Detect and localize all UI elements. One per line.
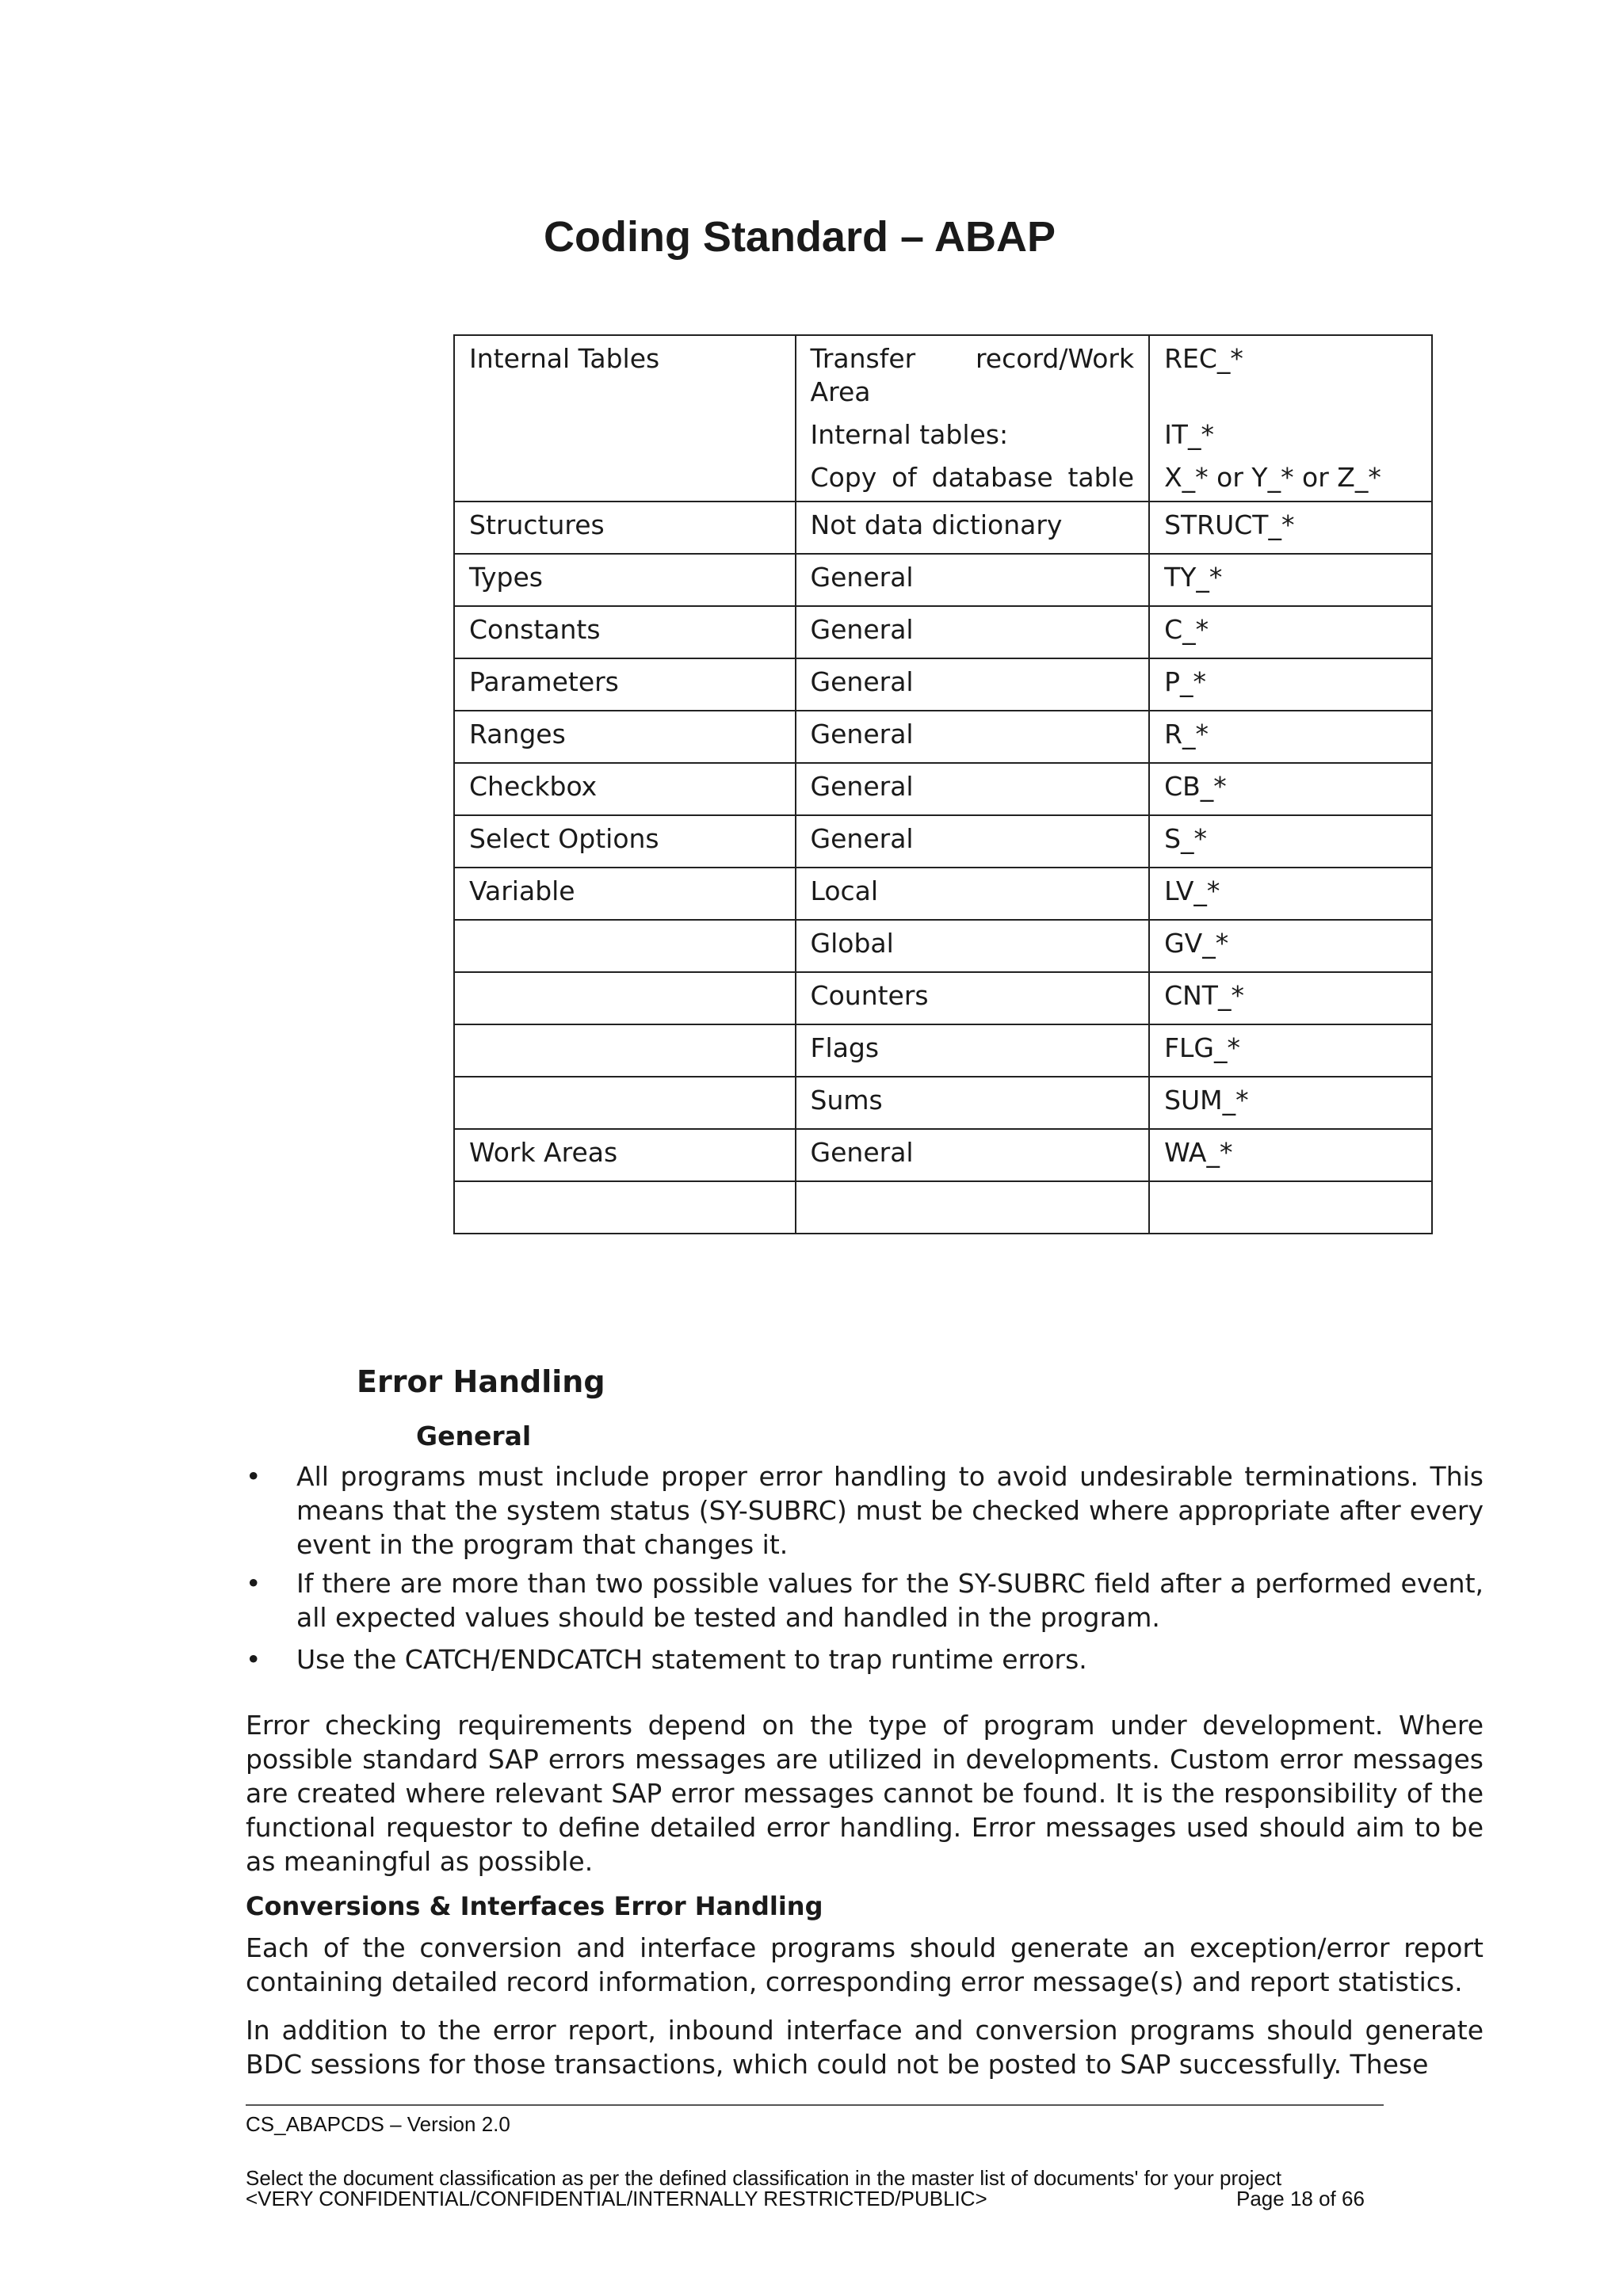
naming-convention-table (453, 334, 1433, 1234)
conversions-paragraph-1: Each of the conversion and interface programs should generate an exception/error report containing detailed record information, corresponding error message(s) and report statistics. (246, 1932, 1484, 1997)
table-row (454, 335, 1432, 502)
object-type-cell: Parameters (454, 658, 796, 711)
prefix-cell: P_* (1149, 658, 1432, 711)
prefix-cell: TY_* (1149, 554, 1432, 606)
table-row (454, 1077, 1432, 1129)
description-cell (796, 1181, 1150, 1234)
description-cell: Local (796, 868, 1150, 920)
object-type-cell: Types (454, 554, 796, 606)
description-cell: General (796, 815, 1150, 868)
description-cell: General (796, 658, 1150, 711)
prefix-cell: R_* (1149, 711, 1432, 763)
table-row (454, 606, 1432, 658)
table-row (454, 815, 1432, 868)
object-type-cell (454, 920, 796, 972)
table-row (454, 763, 1432, 815)
sub-description: Transfer record/Work Area (810, 343, 1135, 407)
bullet-icon: • (246, 1568, 262, 1599)
prefix-cell (1149, 335, 1432, 502)
table-row (454, 972, 1432, 1024)
list-item: • Use the CATCH/ENDCATCH statement to trap runtime errors. (246, 1644, 1087, 1675)
object-type-cell: Select Options (454, 815, 796, 868)
prefix-cell: CNT_* (1149, 972, 1432, 1024)
sub-description: Copy of database table (810, 462, 1135, 493)
object-type-cell: Internal Tables (454, 335, 796, 502)
object-type-cell (454, 1024, 796, 1077)
prefix-cell: SUM_* (1149, 1077, 1432, 1129)
description-cell: General (796, 1129, 1150, 1181)
general-subheading: General (416, 1421, 532, 1451)
sub-prefix: X_* or Y_* or Z_* (1164, 462, 1381, 493)
footer-doc-version: CS_ABAPCDS – Version 2.0 (246, 2112, 510, 2136)
object-type-cell: Ranges (454, 711, 796, 763)
table-row (454, 1024, 1432, 1077)
sub-prefix: REC_* (1164, 343, 1243, 374)
conversions-paragraph-2: In addition to the error report, inbound interface and conversion programs should generate BDC sessions for those transactions, which could not be posted to SAP successfully. These (246, 2015, 1484, 2080)
object-type-cell (454, 1077, 796, 1129)
object-type-cell: Structures (454, 502, 796, 554)
table-row (454, 1129, 1432, 1181)
sub-description: Internal tables: (810, 419, 1009, 450)
description-cell: Not data dictionary (796, 502, 1150, 554)
description-cell: Global (796, 920, 1150, 972)
table-row (454, 502, 1432, 554)
description-cell: Sums (796, 1077, 1150, 1129)
description-cell: Flags (796, 1024, 1150, 1077)
object-type-cell (454, 972, 796, 1024)
description-cell: General (796, 554, 1150, 606)
table-row (454, 920, 1432, 972)
list-item: • If there are more than two possible values for the SY-SUBRC field after a performed event, all expected values should be tested and handled in the program. (246, 1568, 1484, 1633)
description-cell: General (796, 606, 1150, 658)
footer-divider (246, 2104, 1384, 2106)
bullet-icon: • (246, 1644, 262, 1675)
prefix-cell: S_* (1149, 815, 1432, 868)
error-checking-paragraph: Error checking requirements depend on the type of program under development. Where possible standard SAP errors messages are utilized in developments. Custom error messages are created where relevant SAP error messages cannot be found. It is the responsibility of the functional requestor to define detailed error handling. Error messages used should aim to be as meaningful as possible. (246, 1710, 1484, 1877)
prefix-cell: GV_* (1149, 920, 1432, 972)
error-handling-heading: Error Handling (357, 1364, 605, 1399)
footer-classification-note: Select the document classification as per the defined classification in the master list of documents' for your project (246, 2166, 1282, 2190)
list-item: • All programs must include proper error handling to avoid undesirable terminations. This means that the system status (SY-SUBRC) must be checked where appropriate after every event in the program that changes it. (246, 1461, 1484, 1560)
table-row (454, 1181, 1432, 1234)
error-handling-bullet-list (246, 1459, 1484, 1681)
footer-classification-levels: <VERY CONFIDENTIAL/CONFIDENTIAL/INTERNALLY RESTRICTED/PUBLIC> (246, 2187, 987, 2210)
object-type-cell: Work Areas (454, 1129, 796, 1181)
prefix-cell: CB_* (1149, 763, 1432, 815)
object-type-cell: Checkbox (454, 763, 796, 815)
object-type-cell (454, 1181, 796, 1234)
description-cell: General (796, 711, 1150, 763)
bullet-icon: • (246, 1461, 262, 1492)
prefix-cell: WA_* (1149, 1129, 1432, 1181)
object-type-cell: Variable (454, 868, 796, 920)
description-cell (796, 335, 1150, 502)
conversions-heading: Conversions & Interfaces Error Handling (246, 1891, 823, 1921)
prefix-cell: FLG_* (1149, 1024, 1432, 1077)
sub-prefix: IT_* (1164, 419, 1214, 450)
prefix-cell (1149, 1181, 1432, 1234)
table-row (454, 868, 1432, 920)
description-cell: Counters (796, 972, 1150, 1024)
page-title: Coding Standard – ABAP (543, 213, 1056, 261)
prefix-cell: C_* (1149, 606, 1432, 658)
prefix-cell: STRUCT_* (1149, 502, 1432, 554)
table-row (454, 554, 1432, 606)
prefix-cell: LV_* (1149, 868, 1432, 920)
object-type-cell: Constants (454, 606, 796, 658)
table-row (454, 658, 1432, 711)
table-row (454, 711, 1432, 763)
footer-page-number: Page 18 of 66 (1236, 2187, 1365, 2210)
description-cell: General (796, 763, 1150, 815)
